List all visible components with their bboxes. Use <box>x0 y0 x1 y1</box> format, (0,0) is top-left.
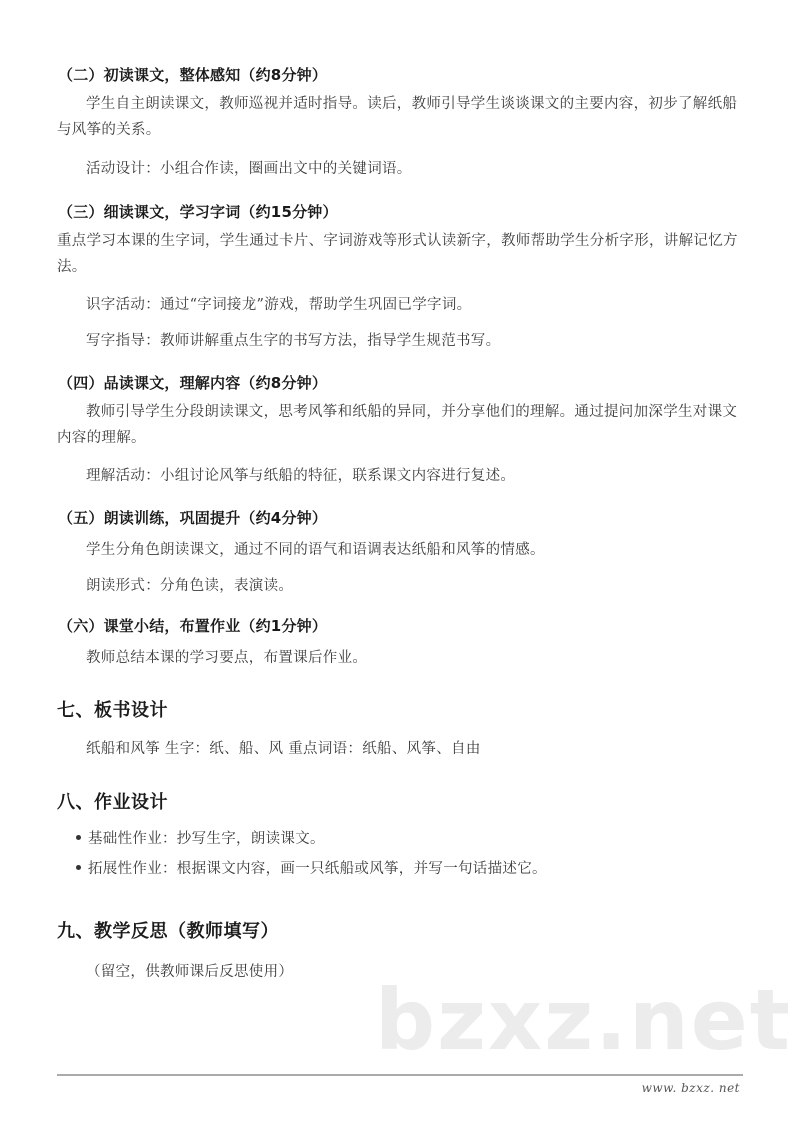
bullet-icon <box>76 835 81 840</box>
homework-item-text: 拓展性作业：根据课文内容，画一只纸船或风筝，并写一句话描述它。 <box>88 861 547 877</box>
footer-url: www. bzxz. net <box>641 1081 740 1095</box>
section-heading-4: （四）品读课文，理解内容（约8分钟） <box>58 374 328 392</box>
section-4-paragraph: 教师引导学生分段朗读课文，思考风筝和纸船的异同，并分享他们的理解。通过提问加深学生对课文内容的理解。 <box>57 404 738 446</box>
homework-item-text: 基础性作业：抄写生字，朗读课文。 <box>88 831 325 847</box>
section-4-activity: 理解活动：小组讨论风筝与纸船的特征，联系课文内容进行复述。 <box>86 468 516 484</box>
section-3-activity-recognition: 识字活动：通过“字词接龙”游戏，帮助学生巩固已学字词。 <box>86 297 472 313</box>
section-3-activity-writing: 写字指导：教师讲解重点生字的书写方法，指导学生规范书写。 <box>86 333 501 349</box>
footer-divider <box>57 1074 743 1076</box>
homework-heading: 八、作业设计 <box>57 792 168 813</box>
section-heading-3: （三）细读课文，学习字词（约15分钟） <box>58 203 338 221</box>
board-design-heading: 七、板书设计 <box>57 700 168 721</box>
section-6-paragraph: 教师总结本课的学习要点，布置课后作业。 <box>86 650 368 666</box>
reflection-heading: 九、教学反思（教师填写） <box>57 921 279 942</box>
section-heading-2: （二）初读课文，整体感知（约8分钟） <box>58 66 328 84</box>
reflection-note: （留空，供教师课后反思使用） <box>86 964 294 980</box>
section-5-activity: 朗读形式：分角色读，表演读。 <box>86 578 294 594</box>
section-heading-5: （五）朗读训练，巩固提升（约4分钟） <box>58 509 328 527</box>
homework-item <box>76 827 325 848</box>
section-5-paragraph: 学生分角色朗读课文，通过不同的语气和语调表达纸船和风筝的情感。 <box>86 542 545 558</box>
section-2-paragraph: 学生自主朗读课文，教师巡视并适时指导。读后，教师引导学生谈谈课文的主要内容，初步了解纸船与风筝的关系。 <box>57 96 738 138</box>
homework-item <box>76 857 547 878</box>
section-heading-6: （六）课堂小结，布置作业（约1分钟） <box>58 617 328 635</box>
section-3-paragraph: 重点学习本课的生字词，学生通过卡片、字词游戏等形式认读新字，教师帮助学生分析字形，讲解记忆方法。 <box>57 233 738 275</box>
section-2-activity: 活动设计：小组合作读，圈画出文中的关键词语。 <box>86 161 412 177</box>
board-design-content: 纸船和风筝 生字：纸、船、风 重点词语：纸船、风筝、自由 <box>86 741 481 757</box>
watermark-text: bzxz.net <box>375 971 792 1069</box>
bullet-icon <box>76 865 81 870</box>
